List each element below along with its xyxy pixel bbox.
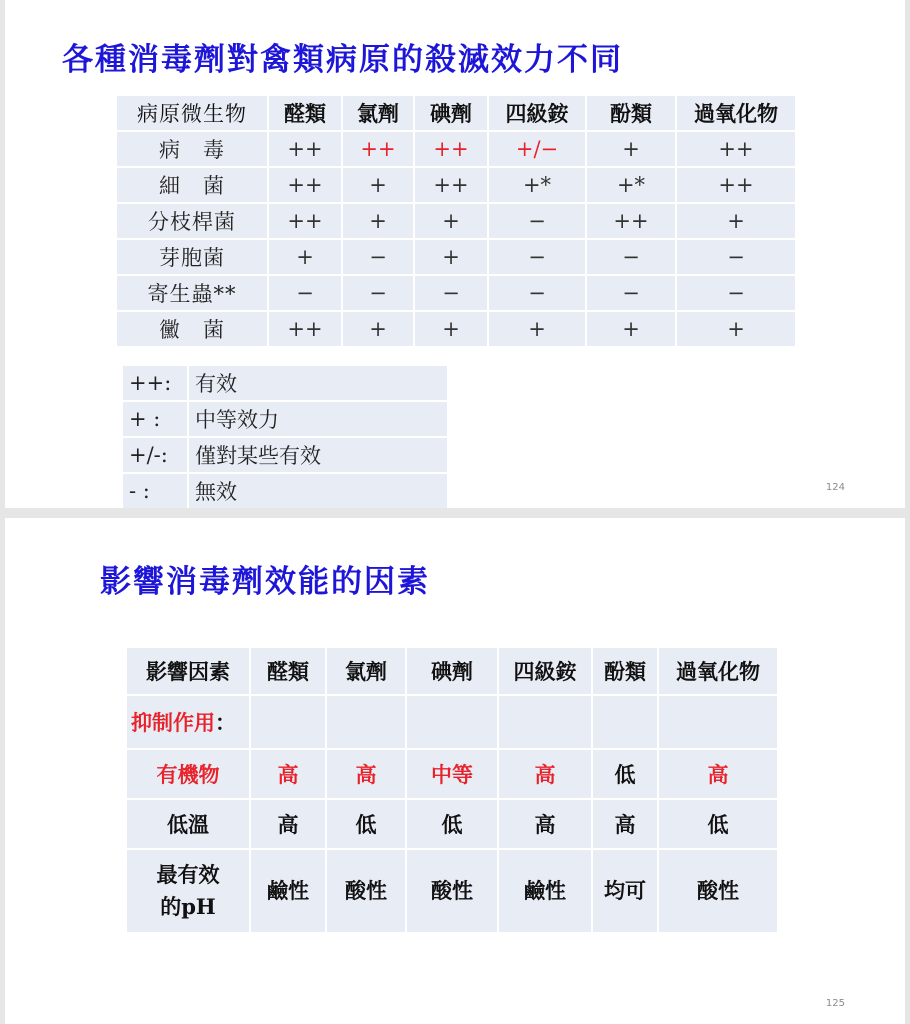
- table-row: [116, 131, 796, 167]
- table-cell: −: [268, 275, 342, 311]
- table-cell: 酸性: [658, 849, 778, 933]
- table-cell: ++: [268, 311, 342, 347]
- header-aldehyde: 醛類: [268, 95, 342, 131]
- table-cell: [406, 695, 498, 749]
- table-row: [116, 311, 796, 347]
- table-cell: −: [488, 275, 586, 311]
- header-chlorine: 氯劑: [342, 95, 414, 131]
- table-cell: ++: [414, 167, 488, 203]
- header-pathogen: 病原微生物: [116, 95, 268, 131]
- header-chlorine: 氯劑: [326, 647, 406, 695]
- table-row: [126, 849, 778, 933]
- table-cell: −: [414, 275, 488, 311]
- table-cell: 低: [406, 799, 498, 849]
- legend-meaning: 僅對某些有效: [188, 437, 448, 473]
- legend-meaning: 中等效力: [188, 401, 448, 437]
- table-cell: [498, 695, 592, 749]
- legend-row: [122, 473, 448, 508]
- table-row: [126, 749, 778, 799]
- legend-table: [121, 364, 449, 508]
- header-iodine: 碘劑: [414, 95, 488, 131]
- header-phenol: 酚類: [586, 95, 676, 131]
- table-cell: −: [488, 203, 586, 239]
- table-cell: [250, 695, 326, 749]
- table-cell: ++: [414, 131, 488, 167]
- inhibition-text: 抑制作用: [131, 710, 215, 735]
- legend-row: [122, 365, 448, 401]
- row-label: 細 菌: [116, 167, 268, 203]
- slide-title: 各種消毒劑對禽類病原的殺滅效力不同: [62, 42, 623, 78]
- table-cell: ++: [268, 131, 342, 167]
- inhibition-label: [126, 695, 250, 749]
- table-cell: +*: [586, 167, 676, 203]
- table-cell: +: [676, 311, 796, 347]
- row-label: 黴 菌: [116, 311, 268, 347]
- legend-meaning: 有效: [188, 365, 448, 401]
- legend-meaning: 無效: [188, 473, 448, 508]
- table-cell: −: [342, 275, 414, 311]
- table-cell: 中等: [406, 749, 498, 799]
- header-quat: 四級銨: [498, 647, 592, 695]
- table-cell: [326, 695, 406, 749]
- table-cell: ++: [342, 131, 414, 167]
- row-label: 分枝桿菌: [116, 203, 268, 239]
- legend-symbol: + :: [122, 401, 188, 437]
- table-row: [116, 275, 796, 311]
- legend-symbol: - :: [122, 473, 188, 508]
- table-cell: ++: [268, 203, 342, 239]
- table-cell: 高: [250, 749, 326, 799]
- table-cell: 均可: [592, 849, 658, 933]
- table-cell: 高: [326, 749, 406, 799]
- legend-row: [122, 401, 448, 437]
- table-row: [116, 203, 796, 239]
- table-cell: [658, 695, 778, 749]
- table-cell: ++: [676, 131, 796, 167]
- ph-label-line1: 最有效: [156, 862, 220, 887]
- table-cell: ++: [676, 167, 796, 203]
- header-phenol: 酚類: [592, 647, 658, 695]
- slide-title: 影響消毒劑效能的因素: [100, 564, 430, 600]
- table-cell: 高: [592, 799, 658, 849]
- table-cell: +: [342, 203, 414, 239]
- row-label-best-ph: [126, 849, 250, 933]
- header-iodine: 碘劑: [406, 647, 498, 695]
- inhibition-colon: ：: [215, 710, 236, 735]
- table-cell: +/−: [488, 131, 586, 167]
- table-cell: +: [586, 131, 676, 167]
- table-row: [116, 239, 796, 275]
- table-cell: −: [586, 275, 676, 311]
- table-row: [126, 799, 778, 849]
- table-cell: 低: [658, 799, 778, 849]
- table-cell: 酸性: [326, 849, 406, 933]
- ph-label-line2: 的pH: [160, 894, 216, 919]
- row-label: 寄生蟲**: [116, 275, 268, 311]
- table-row: [116, 167, 796, 203]
- table-cell: +: [414, 239, 488, 275]
- factor-table: [125, 646, 779, 934]
- table-header-row: [126, 647, 778, 695]
- header-quat: 四級銨: [488, 95, 586, 131]
- header-peroxide: 過氧化物: [676, 95, 796, 131]
- table-header-row: [116, 95, 796, 131]
- table-cell: 鹼性: [498, 849, 592, 933]
- slide-125: [5, 518, 905, 1024]
- table-cell: +: [268, 239, 342, 275]
- table-cell: +: [586, 311, 676, 347]
- table-cell: +: [414, 311, 488, 347]
- table-cell: −: [676, 275, 796, 311]
- table-cell: 鹼性: [250, 849, 326, 933]
- table-cell: 酸性: [406, 849, 498, 933]
- table-cell: [592, 695, 658, 749]
- table-cell: 低: [592, 749, 658, 799]
- page-number: 124: [825, 482, 845, 493]
- legend-symbol: +/-:: [122, 437, 188, 473]
- row-label: 芽胞菌: [116, 239, 268, 275]
- table-cell: +: [342, 311, 414, 347]
- row-label-organic: 有機物: [126, 749, 250, 799]
- table-cell: −: [676, 239, 796, 275]
- table-cell: +: [414, 203, 488, 239]
- table-cell: 高: [498, 749, 592, 799]
- row-label: 病 毒: [116, 131, 268, 167]
- table-cell: 高: [498, 799, 592, 849]
- table-cell: −: [342, 239, 414, 275]
- table-cell: 高: [250, 799, 326, 849]
- table-cell: −: [586, 239, 676, 275]
- table-cell: +: [342, 167, 414, 203]
- pathogen-efficacy-table: [115, 94, 797, 348]
- table-cell: 高: [658, 749, 778, 799]
- row-label-low-temp: 低溫: [126, 799, 250, 849]
- inhibition-row: [126, 695, 778, 749]
- table-cell: −: [488, 239, 586, 275]
- page-number: 125: [825, 998, 845, 1009]
- header-aldehyde: 醛類: [250, 647, 326, 695]
- slide-124: [5, 0, 905, 508]
- table-cell: +: [676, 203, 796, 239]
- header-factor: 影響因素: [126, 647, 250, 695]
- table-cell: 低: [326, 799, 406, 849]
- legend-symbol: ++:: [122, 365, 188, 401]
- table-cell: ++: [586, 203, 676, 239]
- table-cell: +: [488, 311, 586, 347]
- legend-row: [122, 437, 448, 473]
- header-peroxide: 過氧化物: [658, 647, 778, 695]
- table-cell: +*: [488, 167, 586, 203]
- table-cell: ++: [268, 167, 342, 203]
